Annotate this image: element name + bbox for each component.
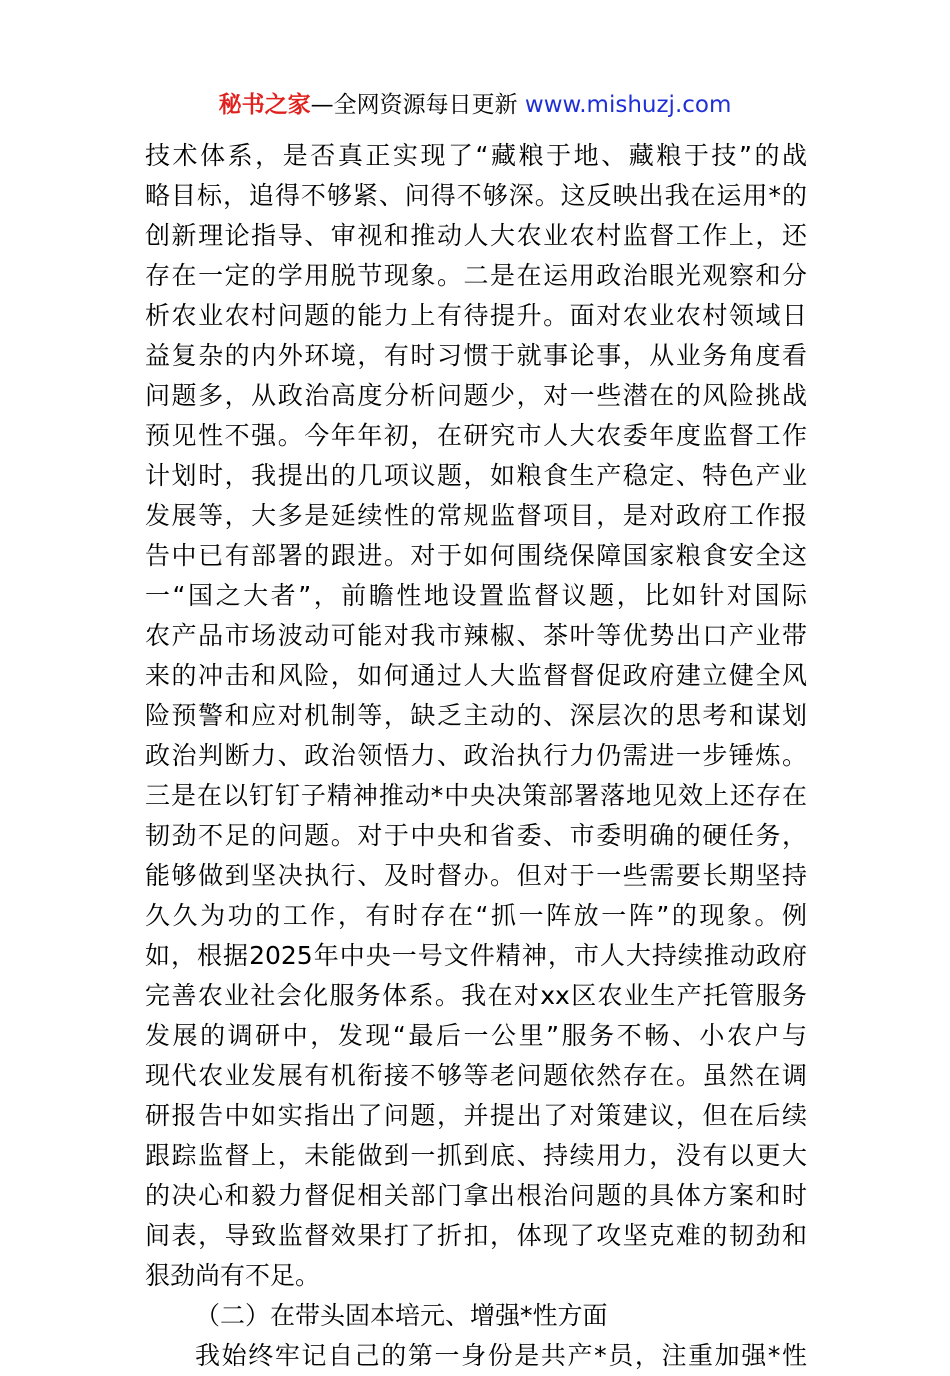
text-line: 险预警和应对机制等，缺乏主动的、深层次的思考和谋划 — [145, 701, 807, 730]
text-line: 的决心和毅力督促相关部门拿出根治问题的具体方案和时 — [145, 1181, 807, 1210]
page-header — [0, 88, 950, 122]
header-site-link[interactable]: www.mishuzj.com — [524, 92, 732, 118]
text-line: 完善农业社会化服务体系。我在对xx区农业生产托管服务 — [145, 981, 807, 1010]
text-line: 发展的调研中，发现“最后一公里”服务不畅、小农户与 — [145, 1021, 807, 1050]
text-line: 计划时，我提出的几项议题，如粮食生产稳定、特色产业 — [145, 461, 807, 490]
text-line: 问题多，从政治高度分析问题少，对一些潜在的风险挑战 — [145, 381, 807, 410]
text-line: 农产品市场波动可能对我市辣椒、茶叶等优势出口产业带 — [145, 621, 807, 650]
text-line: 间表，导致监督效果打了折扣，体现了攻坚克难的韧劲和 — [145, 1221, 807, 1250]
text-line: 跟踪监督上，未能做到一抓到底、持续用力，没有以更大 — [145, 1141, 807, 1170]
body-text — [145, 136, 807, 1376]
text-line: 三是在以钉钉子精神推动*中央决策部署落地见效上还存在 — [145, 781, 807, 810]
text-line: 技术体系，是否真正实现了“藏粮于地、藏粮于技”的战 — [145, 141, 807, 170]
text-line: 预见性不强。今年年初，在研究市人大农委年度监督工作 — [145, 421, 807, 450]
text-line: 来的冲击和风险，如何通过人大监督督促政府建立健全风 — [145, 661, 807, 690]
text-line: 创新理论指导、审视和推动人大农业农村监督工作上，还 — [145, 221, 807, 250]
header-brand: 秘书之家 — [218, 92, 311, 118]
header-slogan: —全网资源每日更新 — [310, 92, 518, 118]
text-line: 一“国之大者”，前瞻性地设置监督议题，比如针对国际 — [145, 581, 807, 610]
text-line: 久久为功的工作，有时存在“抓一阵放一阵”的现象。例 — [145, 901, 807, 930]
text-line: 政治判断力、政治领悟力、政治执行力仍需进一步锤炼。 — [145, 741, 807, 770]
text-line: 益复杂的内外环境，有时习惯于就事论事，从业务角度看 — [145, 341, 807, 370]
text-line-paragraph-end: 狠劲尚有不足。 — [145, 1261, 321, 1290]
text-line: 告中已有部署的跟进。对于如何围绕保障国家粮食安全这 — [145, 541, 807, 570]
text-line: 如，根据2025年中央一号文件精神，市人大持续推动政府 — [145, 941, 807, 970]
text-line: 韧劲不足的问题。对于中央和省委、市委明确的硬任务， — [145, 821, 807, 850]
text-line: 略目标，追得不够紧、问得不够深。这反映出我在运用*的 — [145, 181, 807, 210]
text-line: 现代农业发展有机衔接不够等老问题依然存在。虽然在调 — [145, 1061, 807, 1090]
text-line-paragraph-start: 我始终牢记自己的第一身份是共产*员，注重加强*性 — [195, 1341, 807, 1370]
section-heading: （二）在带头固本培元、增强*性方面 — [195, 1301, 608, 1330]
text-line: 研报告中如实指出了问题，并提出了对策建议，但在后续 — [145, 1101, 807, 1130]
text-line: 存在一定的学用脱节现象。二是在运用政治眼光观察和分 — [145, 261, 807, 290]
text-line: 能够做到坚决执行、及时督办。但对于一些需要长期坚持 — [145, 861, 807, 890]
text-line: 发展等，大多是延续性的常规监督项目，是对政府工作报 — [145, 501, 807, 530]
text-line: 析农业农村问题的能力上有待提升。面对农业农村领域日 — [145, 301, 807, 330]
